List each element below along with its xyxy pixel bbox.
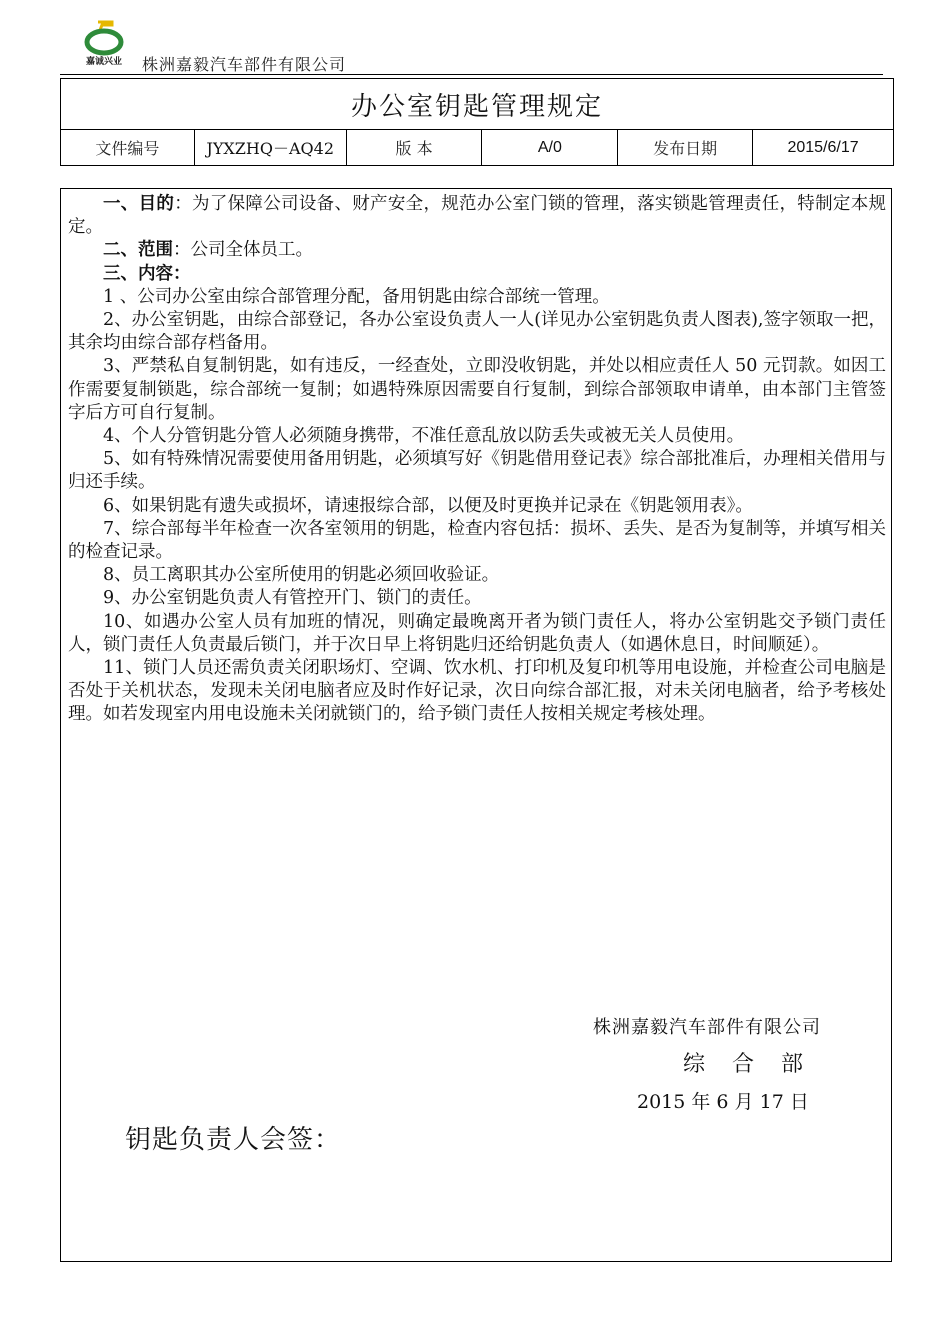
version-value: A/0 (482, 130, 618, 166)
file-no-value: JYXZHQ－AQ42 (194, 130, 346, 166)
list-item: 9、办公室钥匙负责人有管控开门、锁门的责任。 (103, 588, 482, 609)
regulation-content (68, 193, 886, 727)
content-heading: 三、内容： (103, 263, 191, 284)
purpose-heading: 一、目的 (103, 194, 175, 214)
list-item: 4、个人分管钥匙分管人必须随身携带，不准任意乱放以防丢失或被无关人员使用。 (103, 426, 745, 447)
company-logo (78, 18, 130, 66)
document-info-table (60, 78, 894, 166)
document-title: 办公室钥匙管理规定 (61, 79, 894, 130)
list-item: 2、办公室钥匙，由综合部登记，各办公室设负责人一人(详见办公室钥匙负责人图表),签字领取一把，其余均由综合部存档备用。 (68, 310, 886, 354)
scope-text: ：公司全体员工。 (173, 240, 313, 261)
header-company-name: 株洲嘉毅汽车部件有限公司 (142, 55, 347, 74)
scope-paragraph (68, 239, 886, 262)
scope-heading: 二、范围 (103, 240, 173, 261)
release-date-label: 发布日期 (618, 130, 753, 166)
purpose-paragraph (68, 193, 886, 239)
list-item: 5、如有特殊情况需要使用备用钥匙，必须填写好《钥匙借用登记表》综合部批准后，办理相关借用与归还手续。 (68, 449, 886, 493)
purpose-text: ：为了保障公司设备、财产安全，规范办公室门锁的管理，落实锁匙管理责任，特制定本规定。 (68, 194, 887, 238)
signature-date: 2015 年 6 月 17 日 (637, 1091, 809, 1113)
key-holder-sign-label: 钥匙负责人会签： (125, 1125, 342, 1155)
list-item: 11、锁门人员还需负责关闭职场灯、空调、饮水机、打印机及复印机等用电设施，并检查公司电脑是否处于关机状态，发现未关闭电脑者应及时作好记录，次日向综合部汇报，对未关闭电脑者，给予考核处理。如若发现室内用电设施未关闭就锁门的，给予锁门责任人按相关规定考核处理。 (68, 658, 886, 725)
list-item: 6、如果钥匙有遗失或损坏，请速报综合部，以便及时更换并记录在《钥匙领用表》。 (103, 495, 753, 516)
list-item: 7、综合部每半年检查一次各室领用的钥匙，检查内容包括：损坏、丢失、是否为复制等，并填写相关的检查记录。 (68, 518, 886, 563)
logo-text: 嘉诚兴业 (85, 57, 123, 66)
regulation-body (60, 188, 892, 1262)
header-rule (60, 74, 883, 75)
signature-company: 株洲嘉毅汽车部件有限公司 (593, 1017, 821, 1038)
version-label: 版 本 (346, 130, 482, 166)
signature-department: 综 合 部 (683, 1052, 813, 1077)
page-header (78, 18, 883, 74)
list-item: 1 、公司办公室由综合部管理分配，备用钥匙由综合部统一管理。 (103, 286, 610, 307)
list-item: 3、严禁私自复制钥匙，如有违反，一经查处，立即没收钥匙，并处以相应责任人 50 元罚款。如因工作需要复制锁匙，综合部统一复制；如遇特殊原因需要自行复制，到综合部领取申请单，由本部门主管签字后方可自行复制。 (68, 356, 886, 423)
content-paragraph (68, 263, 886, 286)
file-no-label: 文件编号 (61, 130, 195, 166)
list-item: 8、员工离职其办公室所使用的钥匙必须回收验证。 (103, 565, 500, 586)
list-item: 10、如遇办公室人员有加班的情况，则确定最晚离开者为锁门责任人，将办公室钥匙交予锁门责任人，锁门责任人负责最后锁门，并于次日早上将钥匙归还给钥匙负责人（如遇休息日，时间顺延）。 (68, 611, 886, 655)
release-date-value: 2015/6/17 (753, 130, 894, 166)
